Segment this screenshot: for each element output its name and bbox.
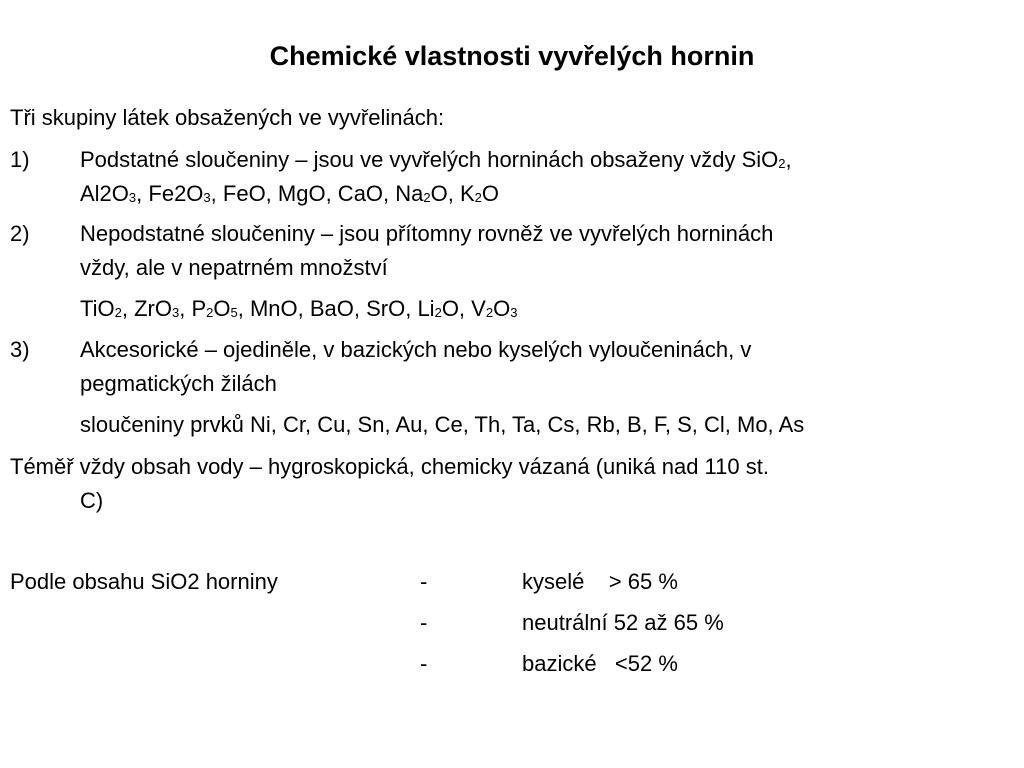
formula-subscript: 2	[206, 305, 214, 320]
classification-neutral: neutrální 52 až 65 %	[522, 610, 724, 635]
formula-text: V	[471, 296, 486, 321]
classification-dash: -	[420, 569, 428, 594]
formula-subscript: 2	[474, 190, 482, 205]
formula-text: Al2O	[80, 181, 129, 206]
formula-subscript: 2	[114, 305, 122, 320]
formula-text: Fe2O	[148, 181, 204, 206]
group2-formulas	[80, 292, 517, 326]
group1-line1-end: ,	[785, 147, 792, 172]
formula-separator: ,	[179, 296, 192, 321]
group3-line1: Akcesorické – ojediněle, v bazických nebo kyselých vyloučeninách, v	[80, 337, 752, 362]
water-line1: Téměř vždy obsah vody – hygroskopická, chemicky vázaná (uniká nad 110 st.	[10, 454, 769, 479]
classification-label: Podle obsahu SiO2 horniny	[10, 569, 278, 594]
group3-number: 3)	[10, 337, 30, 362]
formula-text: MnO, BaO, SrO, Li	[249, 296, 435, 321]
group1-line1-text: Podstatné sloučeniny – jsou ve vyvřelých horninách obsaženy vždy SiO	[80, 147, 779, 172]
formula-text: P	[191, 296, 207, 321]
formula-text: O	[213, 296, 231, 321]
formula-text: O	[493, 296, 511, 321]
formula-subscript: 3	[128, 190, 137, 205]
formula-subscript: 2	[423, 190, 431, 205]
group2-line1: Nepodstatné sloučeniny – jsou přítomny rovněž ve vyvřelých horninách	[80, 221, 774, 246]
formula-separator: O,	[430, 181, 460, 206]
classification-dash: -	[420, 610, 428, 635]
group1-formulas	[80, 177, 499, 211]
formula-subscript: 2	[485, 305, 494, 320]
formula-separator: ,	[210, 181, 223, 206]
group2-number: 2)	[10, 221, 30, 246]
group1-line1-subscript: 2	[778, 156, 786, 171]
group2-line2: vždy, ale v nepatrném množství	[80, 255, 388, 280]
group3-line2: pegmatických žilách	[80, 371, 277, 396]
formula-separator: ,	[136, 181, 149, 206]
formula-separator: O	[481, 181, 500, 206]
group1-number: 1)	[10, 147, 30, 172]
formula-separator: ,	[237, 296, 250, 321]
formula-text: FeO, MgO, CaO, Na	[222, 181, 424, 206]
formula-subscript: 3	[203, 190, 211, 205]
classification-acidic: kyselé > 65 %	[522, 569, 678, 594]
formula-subscript: 2	[434, 305, 442, 320]
classification-dash: -	[420, 651, 428, 676]
formula-text: TiO	[80, 296, 115, 321]
slide-title: Chemické vlastnosti vyvřelých hornin	[269, 41, 755, 71]
formula-separator: ,	[121, 296, 135, 321]
formula-subscript: 3	[171, 305, 180, 320]
formula-text: ZrO	[134, 296, 172, 321]
intro-text: Tři skupiny látek obsažených ve vyvřelinách:	[10, 105, 445, 130]
water-line2: C)	[80, 488, 104, 513]
group3-line3: sloučeniny prvků Ni, Cr, Cu, Sn, Au, Ce, Th, Ta, Cs, Rb, B, F, S, Cl, Mo, As	[80, 412, 805, 437]
formula-text: K	[459, 181, 475, 206]
formula-subscript: 3	[510, 305, 518, 320]
formula-separator: O,	[441, 296, 472, 321]
classification-basic: bazické <52 %	[522, 651, 678, 676]
formula-subscript: 5	[230, 305, 238, 320]
group1-line1	[80, 143, 792, 177]
